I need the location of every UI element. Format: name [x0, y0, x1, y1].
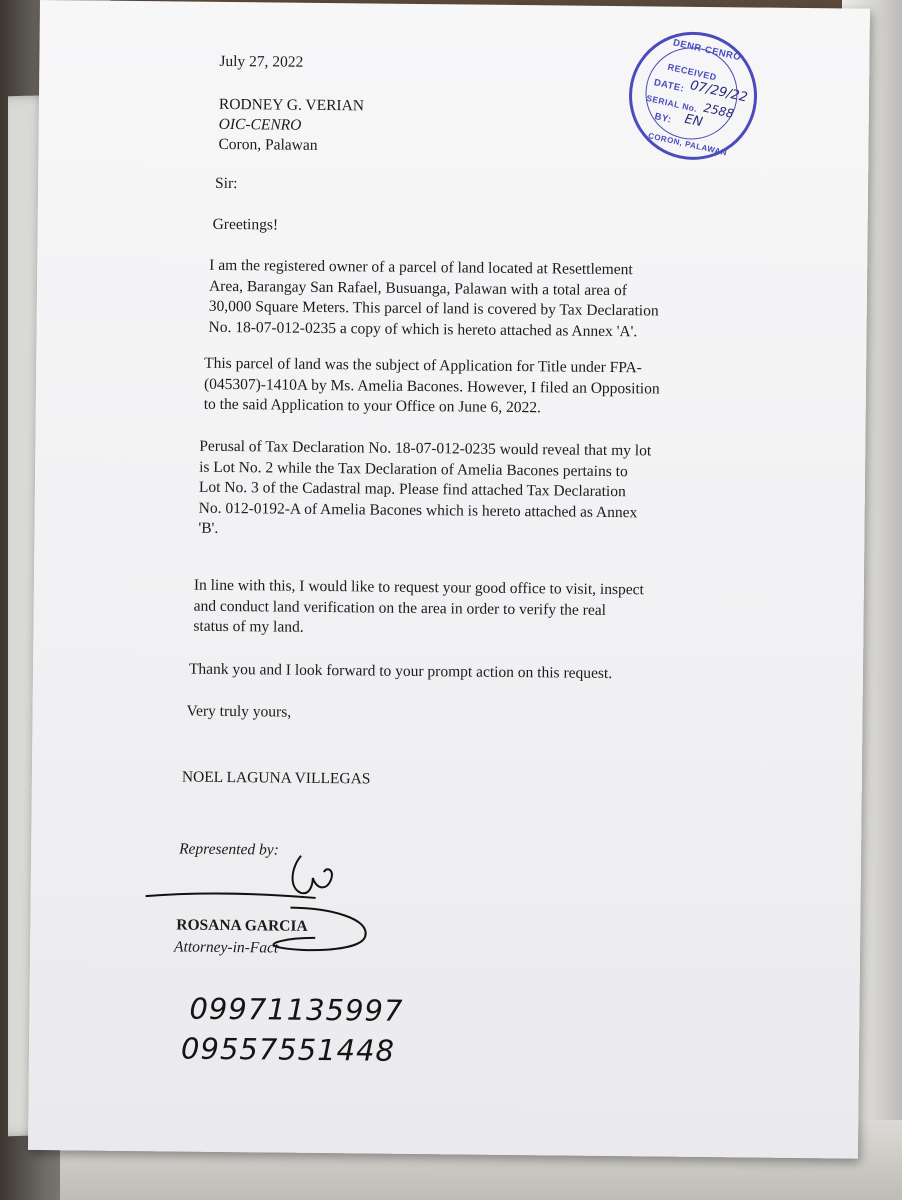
- stamp-serial-label: SERIAL No.: [645, 92, 699, 114]
- paragraph-line: Lot No. 3 of the Cadastral map. Please find attached Tax Declaration: [198, 478, 626, 501]
- recipient-name: RODNEY G. VERIAN: [218, 95, 365, 115]
- representative-title: Attorney-in-Fact: [174, 938, 279, 957]
- paragraph-line: 30,000 Square Meters. This parcel of land is covered by Tax Declaration: [208, 297, 659, 320]
- paragraph-line: 'B'.: [198, 519, 219, 537]
- paragraph-line: In line with this, I would like to request your good office to visit, inspect: [193, 576, 644, 599]
- stamp-bottom-text: CORON, PALAWAN: [647, 131, 728, 158]
- paragraph-4: [193, 576, 762, 643]
- paragraph-line: No. 18-07-012-0235 a copy of which is hereto attached as Annex 'A'.: [208, 318, 638, 340]
- handwritten-phone-1: 09971135997: [189, 991, 404, 1028]
- stamp-by-value: EN: [683, 111, 704, 131]
- paragraph-3: [198, 437, 759, 545]
- letter-sheet: [28, 0, 870, 1159]
- handwritten-phone-2: 09557551448: [180, 1031, 396, 1068]
- paragraph-line: to the said Application to your Office on June 6, 2022.: [203, 395, 542, 417]
- paragraph-line: No. 012-0192-A of Amelia Bacones which is hereto attached as Annex: [198, 499, 638, 521]
- recipient-address: Coron, Palawan: [218, 135, 318, 154]
- stamp-serial-value: 2588: [702, 100, 736, 121]
- representative-name: ROSANA GARCIA: [176, 916, 308, 935]
- stamp-top-text: DENR-CENRO: [671, 37, 743, 64]
- paragraph-line: Area, Barangay San Rafael, Busuanga, Palawan with a total area of: [208, 277, 628, 299]
- salutation: Sir:: [215, 174, 238, 193]
- stamp-date-value: 07/29/22: [688, 78, 749, 106]
- paragraph-1: [208, 256, 754, 344]
- received-stamp: [617, 19, 770, 172]
- stamp-by-label: BY:: [653, 111, 673, 126]
- paragraph-line: Perusal of Tax Declaration No. 18-07-012-0235 would reveal that my lot: [199, 437, 652, 460]
- paragraph-2: [204, 354, 759, 421]
- represented-by-label: Represented by:: [179, 840, 279, 859]
- paragraph-line: status of my land.: [193, 617, 304, 636]
- recipient-title: OIC-CENRO: [218, 115, 302, 134]
- paragraph-line: This parcel of land was the subject of Application for Title under FPA-: [204, 354, 642, 377]
- greeting: Greetings!: [212, 215, 279, 234]
- closing: Very truly yours,: [186, 702, 292, 721]
- paragraph-line: and conduct land verification on the area in order to verify the real: [193, 597, 607, 619]
- letter-date: July 27, 2022: [219, 52, 304, 71]
- sender-name: NOEL LAGUNA VILLEGAS: [181, 768, 371, 788]
- paragraph-line: (045307)-1410A by Ms. Amelia Bacones. However, I filed an Opposition: [203, 375, 660, 398]
- paragraph-line: I am the registered owner of a parcel of land located at Resettlement: [209, 256, 633, 279]
- thanks-line: Thank you and I look forward to your prompt action on this request.: [188, 660, 613, 683]
- stamp-status: RECEIVED: [666, 61, 718, 83]
- stamp-date-label: DATE:: [652, 77, 686, 95]
- paragraph-line: is Lot No. 2 while the Tax Declaration of Amelia Bacones pertains to: [199, 458, 628, 480]
